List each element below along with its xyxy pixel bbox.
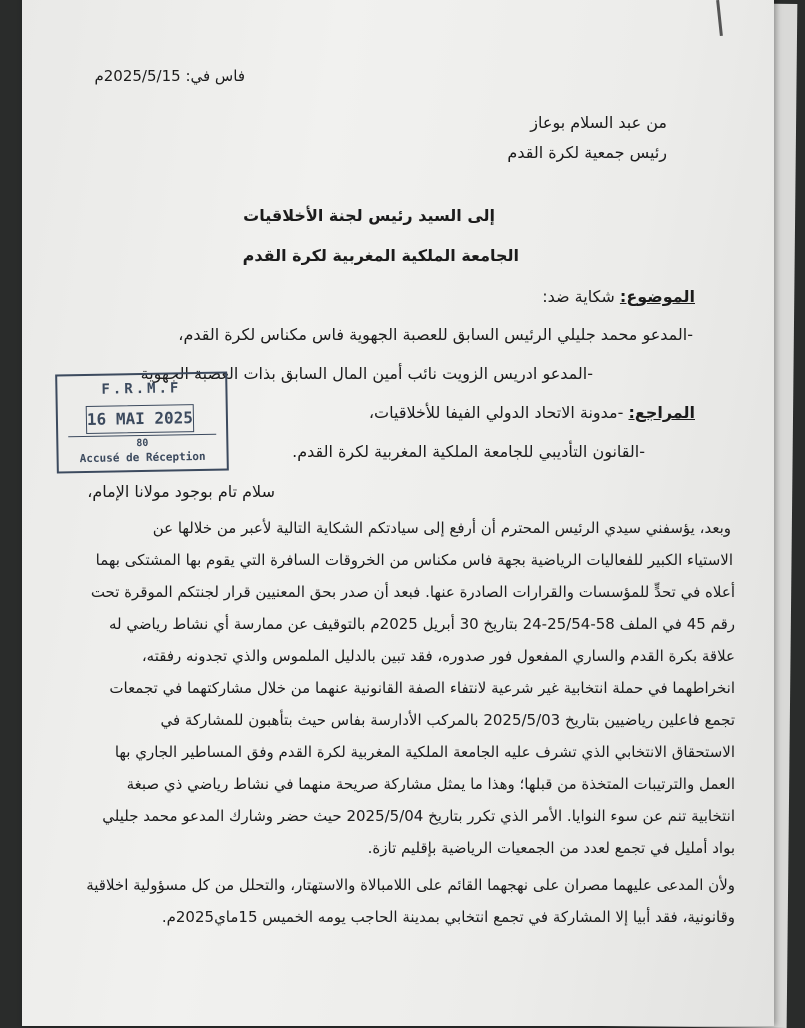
references-label: المراجع: [628,403,695,422]
subject-line [542,287,695,307]
body-p1-line-7: تجمع فاعلين رياضيين بتاريخ 2025/5/03 بالمركب الأدارسة بفاس حيث بتأهبون للمشاركة في [160,711,735,729]
date-line: فاس في: 2025/5/15م [94,67,245,85]
subject-text: شكاية ضد: [542,287,615,306]
body-p1-line-5: علاقة بكرة القدم والساري المفعول فور صدوره، فقد تبين بالدليل الملموس والذي تجدونه رفقته، [141,647,735,665]
sender-name: من عبد السلام بوعاز [530,113,667,132]
body-p1-line-1: وبعد، يؤسفني سيدي الرئيس المحترم أن أرفع إلى سيادتكم الشكاية التالية لأعبر من خلالها عن [152,519,731,537]
sender-title: رئيس جمعية لكرة القدم [507,143,667,162]
references-line [369,403,695,423]
body-p1-line-6: انخراطهما في حملة انتخابية غير شرعية لانتفاء الصفة القانونية عنهما من خلال مشاركتهما في تجمعات [109,679,735,697]
stamp-number: 80 [136,437,149,450]
greeting: سلام تام بوجود مولانا الإمام، [87,482,275,501]
stamp-org: F.R.M.F [101,380,182,398]
recipient-line-2: الجامعة الملكية المغربية لكرة القدم [242,246,519,265]
body-p1-line-4: رقم 45 في الملف 58-25/54-24 بتاريخ 30 أبريل 2025م بالتوقيف عن ممارسة أي نشاط رياضي له [108,615,735,633]
body-p1-line-3: أعلاه في تحدٍّ للمؤسسات والقرارات الصادرة عنها. فبعد أن صدر بحق المعنيين قرار لجنتكم الموقرة تحت [90,583,735,601]
accused-1: -المدعو محمد جليلي الرئيس السابق للعصبة الجهوية فاس مكناس لكرة القدم، [178,325,693,344]
body-p1-line-9: العمل والترتيبات المتخذة من قبلها؛ وهذا ما يمثل مشاركة صريحة منهما في نشاط رياضي ذي صبغة [126,775,735,793]
body-p1-line-11: بواد أمليل في تجمع لعدد من الجمعيات الرياضية بإقليم تازة. [367,839,735,857]
reference-1: -مدونة الاتحاد الدولي الفيفا للأخلاقيات، [368,403,624,422]
body-p2-line-1: ولأن المدعى عليهما مصران على نهجهما القائم على اللامبالاة والاستهتار، والتحلل من كل مسؤولية اخلاقية [86,876,735,894]
accused-2: -المدعو ادريس الزويت نائب أمين المال السابق بذات العصبة الجهوية [140,364,593,383]
stamp-caption: Accusé de Réception [79,449,206,466]
stamp-date: 16 MAI 2025 [86,404,194,434]
subject-label: الموضوع: [619,287,695,306]
body-p1-line-2: الاستياء الكبير للفعاليات الرياضية بجهة فاس مكناس من الخروقات السافرة التي يقوم بها المشتكى بهما [95,551,733,569]
reference-2: -القانون التأديبي للجامعة الملكية المغربية لكرة القدم. [292,442,645,461]
body-p1-line-8: الاستحقاق الانتخابي الذي تشرف عليه الجامعة الملكية المغربية لكرة القدم وفق المساطير الجاري بها [114,743,735,761]
recipient-line-1: إلى السيد رئيس لجنة الأخلاقيات [243,206,495,225]
body-p2-line-2: وقانونية، فقد أبيا إلا المشاركة في تجمع انتخابي بمدينة الحاجب يومه الخميس 15ماي2025م. [161,908,735,926]
body-p1-line-10: انتخابية تنم عن سوء النوايا. الأمر الذي تكرر بتاريخ 2025/5/04 حيث حضر وشارك المدعو محمد جليلي [102,807,735,825]
reception-stamp [55,372,229,474]
